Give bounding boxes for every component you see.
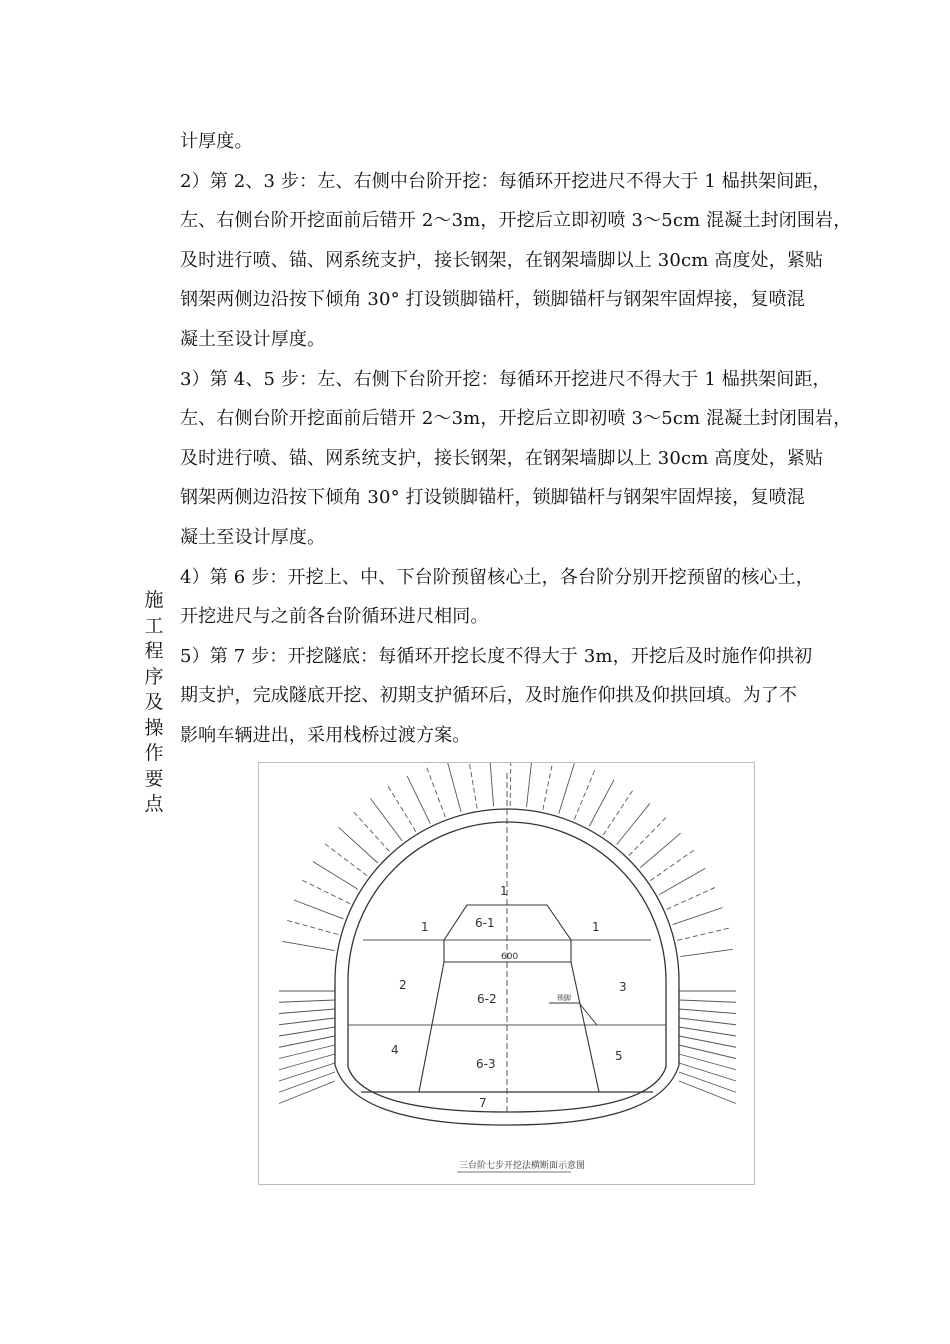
text-line: 期支护，完成隧底开挖、初期支护循环后，及时施作仰拱及仰拱回填。为了不 — [180, 685, 798, 707]
text-line: 2）第 2、3 步：左、右侧中台阶开挖：每循环开挖进尺不得大于 1 榀拱架间距， — [180, 170, 831, 192]
label-step-1-top: 1 — [500, 884, 508, 898]
text-line: 凝土至设计厚度。 — [180, 526, 326, 548]
figure-caption: 三台阶七步开挖法横断面示意图 — [459, 1161, 586, 1171]
anchor-bolt-ray — [468, 763, 477, 809]
anchor-bolt-ray — [283, 941, 335, 950]
text-line: 5）第 7 步：开挖隧底：每循环开挖长度不得大于 3m，开挖后及时施作仰拱初 — [180, 645, 813, 667]
side-label-char: 操 — [144, 716, 164, 739]
wall-bolt-ray — [679, 1063, 736, 1081]
anchor-bolt-ray — [527, 763, 533, 807]
side-label-char: 施 — [144, 589, 164, 611]
side-label-char: 工 — [144, 614, 164, 637]
anchor-bolt-ray — [370, 798, 402, 841]
wall-bolt-ray — [679, 1027, 736, 1036]
section-side-label — [141, 588, 167, 818]
annotation-text: 锁脚 — [557, 994, 571, 1002]
label-step-7: 7 — [479, 1096, 487, 1110]
text-line: 钢架两侧边沿按下倾角 30° 打设锁脚锚杆，锁脚锚杆与钢架牢固焊接，复喷混 — [180, 289, 805, 311]
anchor-bolt-ray — [287, 921, 338, 935]
anchor-bolt-ray — [659, 868, 705, 894]
anchor-bolt-ray — [313, 862, 358, 890]
anchor-bolt-ray — [325, 844, 367, 876]
wall-bolt-ray — [679, 1009, 736, 1014]
anchor-bolt-ray — [617, 803, 650, 844]
anchor-bolt-ray — [302, 880, 350, 903]
anchor-bolt-ray — [680, 949, 733, 956]
text-line: 开挖进尺与之前各台阶循环进尺相同。 — [180, 606, 489, 628]
wall-bolt-ray — [679, 1081, 736, 1104]
wall-bolt-ray — [679, 1072, 736, 1092]
core-right-slope — [571, 962, 599, 1092]
anchor-bolt-ray — [673, 908, 723, 925]
anchor-bolt-ray — [603, 791, 632, 835]
label-step-4: 4 — [391, 1043, 399, 1057]
label-step-6-2: 6-2 — [477, 992, 497, 1006]
wall-bolt-ray — [279, 1036, 335, 1047]
anchor-bolt-ray — [543, 763, 554, 810]
anchor-bolt-ray — [650, 850, 693, 880]
anchor-bolt-ray — [447, 763, 461, 812]
text-line: 及时进行喷、锚、网系统支护，接长钢架，在钢架墙脚以上 30cm 高度处，紧贴 — [180, 447, 824, 469]
tunnel-section-drawing — [259, 763, 756, 1186]
text-line: 钢架两侧边沿按下倾角 30° 打设锁脚锚杆，锁脚锚杆与钢架牢固焊接，复喷混 — [180, 487, 805, 509]
text-line: 左、右侧台阶开挖面前后错开 2～3m，开挖后立即初喷 3～5cm 混凝土封闭围岩， — [180, 210, 852, 232]
wall-bolt-ray — [679, 1036, 736, 1047]
wall-bolt-ray — [279, 1027, 335, 1036]
text-line: 影响车辆进出，采用栈桥过渡方案。 — [180, 724, 471, 746]
wall-bolt-ray — [279, 1018, 335, 1025]
anchor-bolt-ray — [427, 768, 446, 818]
anchor-bolt-ray — [510, 763, 511, 806]
label-step-6-3: 6-3 — [476, 1057, 496, 1071]
anchor-bolt-ray — [388, 786, 416, 831]
side-label-char: 点 — [144, 793, 164, 815]
annotation-leader — [549, 1003, 597, 1025]
text-line: 计厚度。 — [180, 131, 253, 152]
anchor-bolt-ray — [629, 818, 666, 856]
text-line: 凝土至设计厚度。 — [180, 328, 326, 350]
wall-bolt-ray — [279, 1081, 335, 1104]
text-line: 3）第 4、5 步：左、右侧下台阶开挖：每循环开挖进尺不得大于 1 榀拱架间距， — [180, 368, 831, 390]
side-label-char: 程 — [144, 640, 164, 662]
label-step-3: 3 — [619, 980, 627, 994]
wall-bolt-ray — [279, 1063, 335, 1081]
text-line: 左、右侧台阶开挖面前后错开 2～3m，开挖后立即初喷 3～5cm 混凝土封闭围岩， — [180, 408, 852, 430]
anchor-bolt-ray — [667, 888, 715, 910]
anchor-bolt-ray — [574, 771, 594, 820]
anchor-bolt-ray — [559, 763, 575, 814]
label-step-5: 5 — [615, 1049, 623, 1063]
label-step-6-1: 6-1 — [475, 916, 495, 930]
wall-bolt-ray — [679, 1018, 736, 1025]
label-step-1-left: 1 — [421, 920, 429, 934]
anchor-bolt-ray — [294, 900, 344, 919]
side-label-char: 及 — [144, 691, 164, 713]
wall-bolt-ray — [679, 1000, 736, 1002]
side-label-char: 序 — [144, 665, 164, 688]
side-label-char: 作 — [144, 742, 164, 764]
wall-bolt-ray — [279, 1072, 335, 1092]
label-step-1-right: 1 — [592, 920, 600, 934]
label-step-2: 2 — [399, 978, 407, 992]
tunnel-section-figure — [258, 762, 755, 1185]
wall-bolt-ray — [279, 1009, 335, 1014]
anchor-bolt-ray — [640, 833, 680, 867]
text-line: 4）第 6 步：开挖上、中、下台阶预留核心土，各台阶分别开挖预留的核心土， — [180, 566, 814, 588]
anchor-bolt-ray — [490, 763, 494, 807]
label-dimension: 600 — [501, 952, 519, 962]
text-line: 及时进行喷、锚、网系统支护，接长钢架，在钢架墙脚以上 30cm 高度处，紧贴 — [180, 249, 824, 271]
anchor-bolt-ray — [589, 780, 614, 827]
side-label-char: 要 — [144, 767, 164, 790]
core-left-slope — [419, 962, 444, 1092]
anchor-bolt-ray — [677, 928, 729, 940]
anchor-bolt-ray — [407, 776, 430, 824]
wall-bolt-ray — [279, 1000, 335, 1002]
body-text — [180, 122, 852, 756]
